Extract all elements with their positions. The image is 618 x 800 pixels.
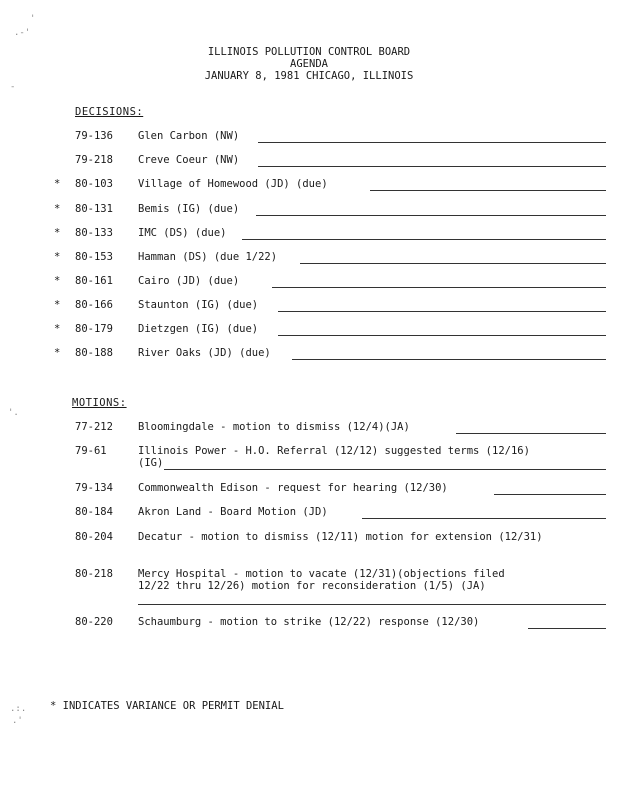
case-number: 80-188 <box>75 347 113 359</box>
case-description: Creve Coeur (NW) <box>138 154 240 166</box>
blank-line <box>292 359 606 360</box>
case-description: Schaumburg - motion to strike (12/22) response (12/30) <box>138 616 480 628</box>
scan-mark: .:. <box>10 704 27 714</box>
case-number: 79-61 <box>75 445 107 457</box>
motion-row <box>0 421 618 435</box>
case-number: 80-184 <box>75 506 113 518</box>
case-number: 80-218 <box>75 568 113 580</box>
blank-line <box>494 494 606 495</box>
case-number: 77-212 <box>75 421 113 433</box>
case-description: IMC (DS) (due) <box>138 227 227 239</box>
case-number: 80-133 <box>75 227 113 239</box>
case-description: Staunton (IG) (due) <box>138 299 259 311</box>
variance-star: * <box>54 178 61 190</box>
blank-line <box>456 433 606 434</box>
motion-row <box>0 445 618 473</box>
motion-row <box>0 531 618 545</box>
case-description: Bemis (IG) (due) <box>138 203 240 215</box>
scan-mark: .-' <box>14 28 31 38</box>
case-number: 80-204 <box>75 531 113 543</box>
case-description: Akron Land - Board Motion (JD) <box>138 506 328 518</box>
board-title: ILLINOIS POLLUTION CONTROL BOARD <box>207 46 411 58</box>
blank-line <box>258 142 606 143</box>
case-description: Commonwealth Edison - request for hearing (12/30) <box>138 482 448 494</box>
variance-star: * <box>54 251 61 263</box>
case-description: River Oaks (JD) (due) <box>138 347 271 359</box>
blank-line <box>300 263 606 264</box>
decision-row <box>0 299 618 313</box>
variance-star: * <box>54 227 61 239</box>
case-description: Hamman (DS) (due 1/22) <box>138 251 278 263</box>
case-description: Bloomingdale - motion to dismiss (12/4)(JA) <box>138 421 410 433</box>
blank-line <box>272 287 606 288</box>
blank-line <box>528 628 606 629</box>
footnote: * INDICATES VARIANCE OR PERMIT DENIAL <box>50 700 284 712</box>
case-description-continued: (IG) <box>138 457 164 469</box>
decision-row <box>0 154 618 168</box>
motion-row <box>0 482 618 496</box>
case-description-continued: 12/22 thru 12/26) motion for reconsideration (1/5) (JA) <box>138 580 486 592</box>
case-description: Glen Carbon (NW) <box>138 130 240 142</box>
blank-line <box>164 469 606 470</box>
blank-line <box>370 190 606 191</box>
case-number: 79-136 <box>75 130 113 142</box>
motions-heading: MOTIONS: <box>72 397 127 409</box>
blank-line <box>362 518 606 519</box>
case-description: Dietzgen (IG) (due) <box>138 323 259 335</box>
variance-star: * <box>54 323 61 335</box>
case-number: 79-134 <box>75 482 113 494</box>
case-description: Decatur - motion to dismiss (12/11) motion for extension (12/31) <box>138 531 543 543</box>
blank-line <box>278 311 606 312</box>
decision-row <box>0 251 618 265</box>
agenda-title: AGENDA <box>290 58 328 70</box>
case-number: 80-179 <box>75 323 113 335</box>
decisions-heading: DECISIONS: <box>75 106 144 118</box>
variance-star: * <box>54 299 61 311</box>
decision-row <box>0 275 618 289</box>
motion-row <box>0 506 618 520</box>
decision-row <box>0 347 618 361</box>
case-number: 80-220 <box>75 616 113 628</box>
blank-line <box>256 215 606 216</box>
decision-row <box>0 227 618 241</box>
case-number: 79-218 <box>75 154 113 166</box>
case-description: Village of Homewood (JD) (due) <box>138 178 328 190</box>
case-description: Cairo (JD) (due) <box>138 275 240 287</box>
date-location: JANUARY 8, 1981 CHICAGO, ILLINOIS <box>204 70 414 82</box>
variance-star: * <box>54 203 61 215</box>
case-description: Illinois Power - H.O. Referral (12/12) suggested terms (12/16) <box>138 445 530 457</box>
scan-mark: - <box>10 82 16 92</box>
variance-star: * <box>54 275 61 287</box>
decision-row <box>0 323 618 337</box>
blank-line <box>278 335 606 336</box>
motion-row <box>0 616 618 630</box>
case-number: 80-153 <box>75 251 113 263</box>
decision-row <box>0 203 618 217</box>
blank-line <box>258 166 606 167</box>
decision-row <box>0 130 618 144</box>
scan-mark: ' <box>30 14 36 24</box>
scan-mark: .' <box>12 716 23 726</box>
case-number: 80-161 <box>75 275 113 287</box>
case-number: 80-103 <box>75 178 113 190</box>
blank-line <box>242 239 606 240</box>
motion-row <box>0 568 618 608</box>
case-number: 80-166 <box>75 299 113 311</box>
decision-row <box>0 178 618 192</box>
blank-line <box>138 604 606 605</box>
case-number: 80-131 <box>75 203 113 215</box>
scan-mark: '. <box>8 408 19 418</box>
case-description: Mercy Hospital - motion to vacate (12/31)(objections filed <box>138 568 505 580</box>
variance-star: * <box>54 347 61 359</box>
